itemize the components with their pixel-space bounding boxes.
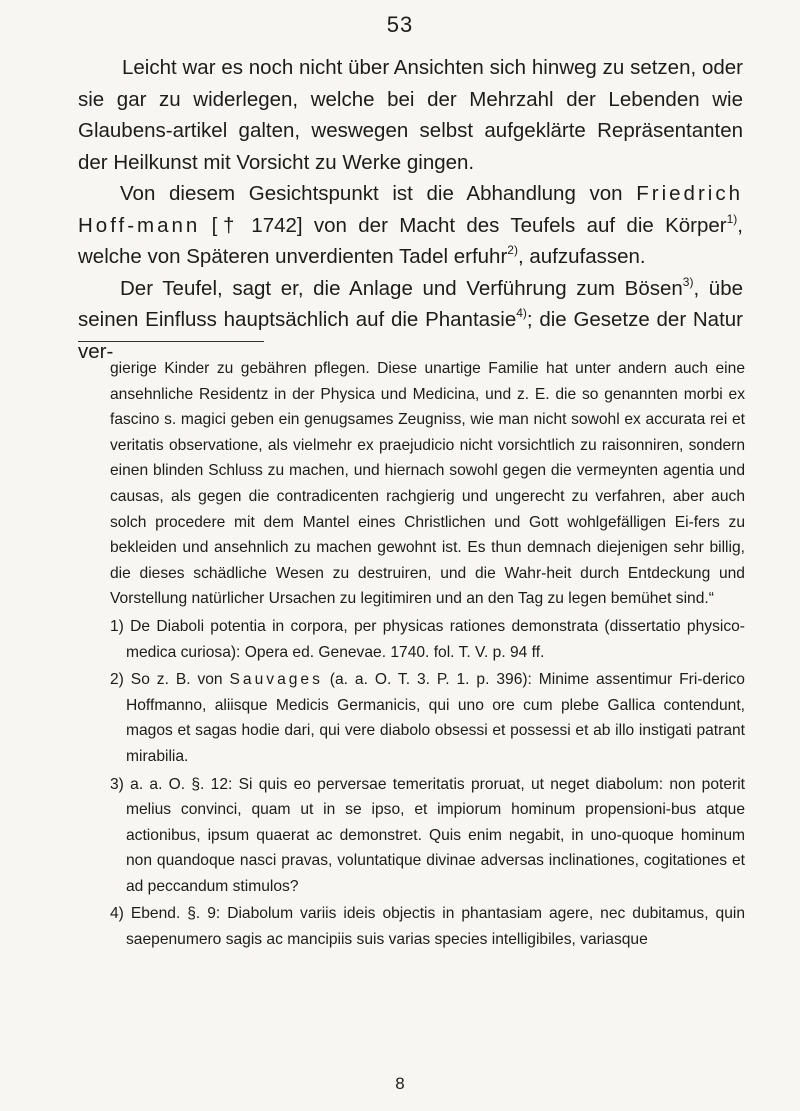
main-text — [78, 52, 743, 367]
footnote-3-text: a. a. O. §. 12: Si quis eo perversae temeritatis proruat, ut neget diabolum: non poterit melius convinci, quam ut in se ipso, et impiorum hominum propensioni-bus atque actionibus, ipsum quaerat ac demonstret. Quis enim negabit, in uno-quoque hominum non quandoque nasci pravas, voluntatique divinae adversas inclinationes, cogitationes et ad peccandum stimulos? — [126, 775, 745, 895]
footnote-ref-1: 1) — [726, 211, 738, 226]
footnote-2-text-b: (a. a. O. T. 3. P. 1. p. 396): Minime assentimur Fri-derico Hoffmanno, aliisque Medicis Germanicis, qui uno ore cum plebe Gallica contendunt, magos et sagas hodie dari, qui vere diabolo obsessi et possessi et ab illo instigati patrant mirabilia. — [126, 671, 745, 765]
footnote-3 — [110, 772, 745, 900]
footnote-continuation: gierige Kinder zu gebähren pflegen. Diese unartige Familie hat unter andern auch eine ansehnliche Residentz in der Physica und Medicina, und z. E. die so genannten morbi ex fascino s. magici geben ein genugsames Zeugniss, wie man nicht sowohl ex accurata rei et veritatis observatione, als vielmehr ex praejudicio nicht vorsichtlich zu raisonniren, sondern einen blinden Schluss zu machen, und hiernach sowohl gegen die vermeynten agentia und causas, als gegen die contradicenten rachgierig und ungerecht zu verfahren, aber auch solch procedere mit dem Mantel eines Christlichen und Gott wohlgefälligen Ei-fers zu bekleiden und ansehnlich zu machen gewohnt ist. Es thun demnach diejenigen sehr billig, die dieses schädliche Wesen zu destruiren, und die Wahr-heit durch Entdeckung und Vorstellung natürlicher Ursachen zu legitimiren und an den Tag zu legen bemühet sind.“ — [110, 360, 745, 608]
footnote-2-text-a: So z. B. von — [130, 671, 230, 689]
footnote-3-mark: 3) — [110, 775, 124, 793]
footnote-ref-2: 2) — [507, 243, 518, 257]
footnote-4-mark: 4) — [110, 905, 124, 923]
footnote-divider — [78, 341, 264, 342]
footnotes — [110, 356, 745, 953]
page-number: 53 — [386, 12, 414, 37]
paragraph-2 — [78, 178, 743, 273]
paragraph-2-text-c: , welche von Späteren unverdienten Tadel erfuhr — [78, 213, 743, 268]
author-name-hoffmann: Friedrich Hoff-mann — [78, 182, 743, 237]
footnote-ref-3: 3) — [682, 274, 694, 289]
footnote-1-text: De Diaboli potentia in corpora, per physicas rationes demonstrata (dissertatio physico-medica curiosa): Opera ed. Genevae. 1740. fol. T. V. p. 94 ff. — [126, 617, 745, 661]
footnote-4-text: Ebend. §. 9: Diabolum variis ideis objectis in phantasiam agere, nec dubitamus, quin saepenumero sagis ac mancipiis suis varias species intelligibiles, variasque — [126, 905, 746, 949]
paragraph-2-text-a: Von diesem Gesichtspunkt ist die Abhandlung von — [120, 182, 637, 205]
paragraph-2-text-d: , aufzufassen. — [517, 245, 646, 268]
paragraph-3-text-c: ; die Gesetze der Natur ver- — [78, 308, 744, 363]
paragraph-2-text-b: [† 1742] von der Macht des Teufels auf die Körper — [200, 213, 727, 237]
footnote-1-mark: 1) — [110, 617, 124, 635]
footnote-4 — [110, 901, 745, 952]
paragraph-3-text-a: Der Teufel, sagt er, die Anlage und Verführung zum Bösen — [120, 276, 683, 300]
footnote-ref-4: 4) — [516, 306, 527, 320]
footnote-2-mark: 2) — [110, 671, 124, 689]
paragraph-3-text-b: , übe seinen Einfluss hauptsächlich auf die Phantasie — [78, 276, 743, 331]
paragraph-3 — [78, 273, 743, 368]
signature-mark: 8 — [395, 1074, 405, 1093]
paragraph-1: Leicht war es noch nicht über Ansichten sich hinweg zu setzen, oder sie gar zu widerlegen, welche bei der Mehrzahl der Lebenden wie Glaubens-artikel galten, weswegen selbst aufgeklärte Repräsentanten der Heilkunst mit Vorsicht zu Werke gingen. — [78, 56, 743, 174]
footnote-2 — [110, 667, 745, 769]
author-name-sauvages: Sauvages — [229, 671, 323, 689]
footnote-1 — [110, 614, 745, 665]
